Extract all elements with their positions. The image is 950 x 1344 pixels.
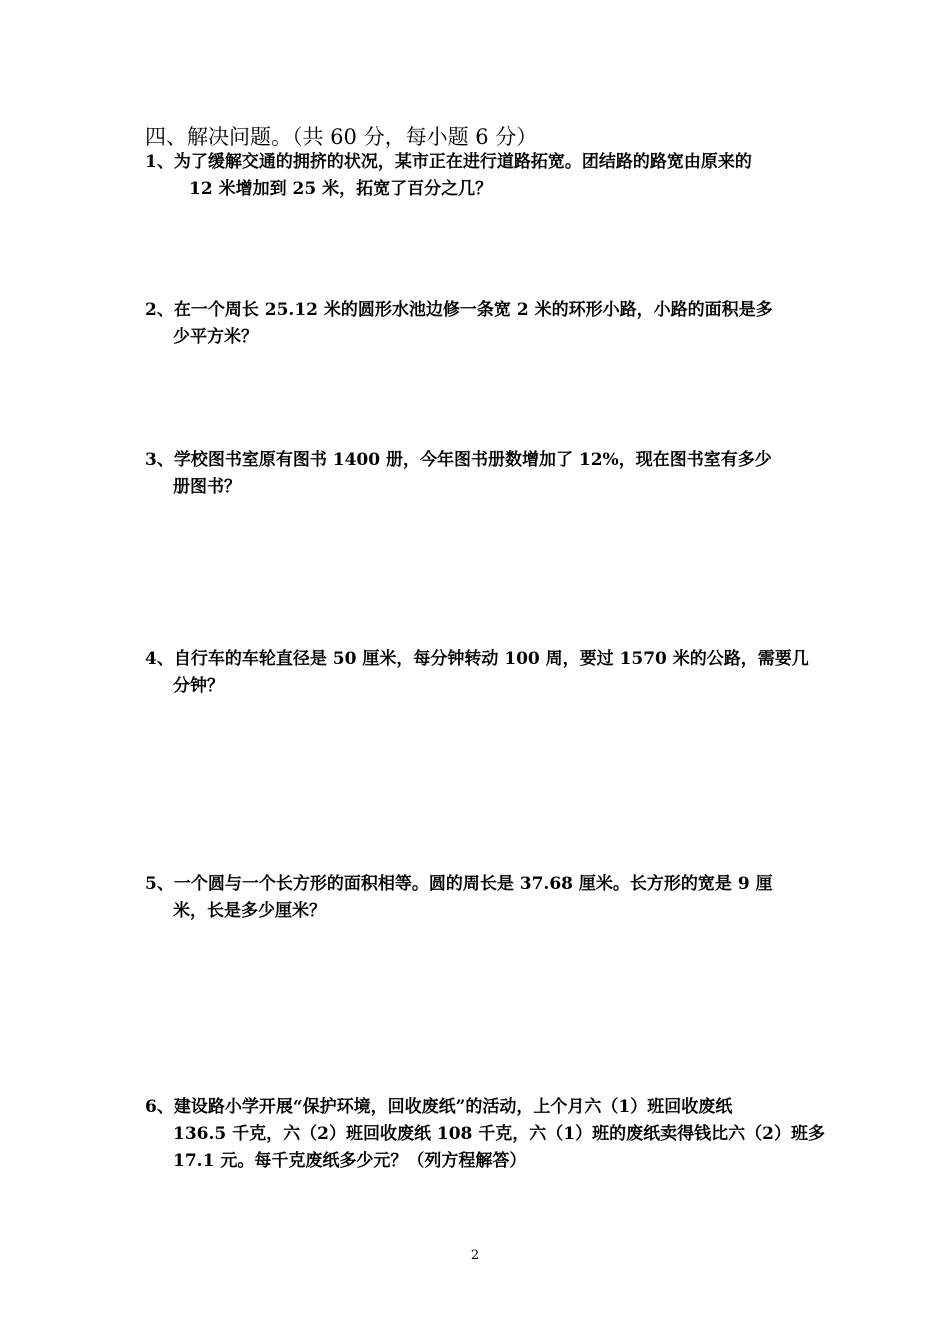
section-title: 四、解决问题。（共 60 分，每小题 6 分）: [145, 125, 538, 149]
question-3-line-1: 3、学校图书室原有图书 1400 册，今年图书册数增加了 12%，现在图书室有多少: [145, 450, 772, 470]
question-5-line-2: 米，长是多少厘米？: [173, 901, 326, 921]
question-3-line-2: 册图书？: [173, 477, 241, 497]
question-6-line-1: 6、建设路小学开展“保护环境，回收废纸”的活动，上个月六（1）班回收废纸: [145, 1097, 733, 1117]
question-4: [145, 646, 810, 700]
question-4-line-1: 4、自行车的车轮直径是 50 厘米，每分钟转动 100 周，要过 1570 米的公路，需要几: [145, 649, 809, 669]
question-2: [145, 297, 810, 351]
question-1-line-2: 12 米增加到 25 米，拓宽了百分之几？: [189, 179, 493, 199]
question-6-line-3: 17.1 元。每千克废纸多少元？（列方程解答）: [173, 1151, 527, 1171]
question-5-line-1: 5、一个圆与一个长方形的面积相等。圆的周长是 37.68 厘米。长方形的宽是 9 厘: [145, 874, 773, 894]
question-1: [145, 149, 810, 203]
question-6: [145, 1094, 825, 1175]
question-6-line-2: 136.5 千克，六（2）班回收废纸 108 千克，六（1）班的废纸卖得钱比六（2）班多: [173, 1124, 825, 1144]
question-2-line-2: 少平方米？: [173, 327, 258, 347]
question-2-line-1: 2、在一个周长 25.12 米的圆形水池边修一条宽 2 米的环形小路，小路的面积是多: [145, 300, 773, 320]
question-4-line-2: 分钟？: [173, 676, 224, 696]
question-3: [145, 447, 810, 501]
question-1-line-1: 1、为了缓解交通的拥挤的状况，某市正在进行道路拓宽。团结路的路宽由原来的: [145, 152, 752, 172]
page-number: 2: [470, 1248, 480, 1263]
question-5: [145, 871, 810, 925]
